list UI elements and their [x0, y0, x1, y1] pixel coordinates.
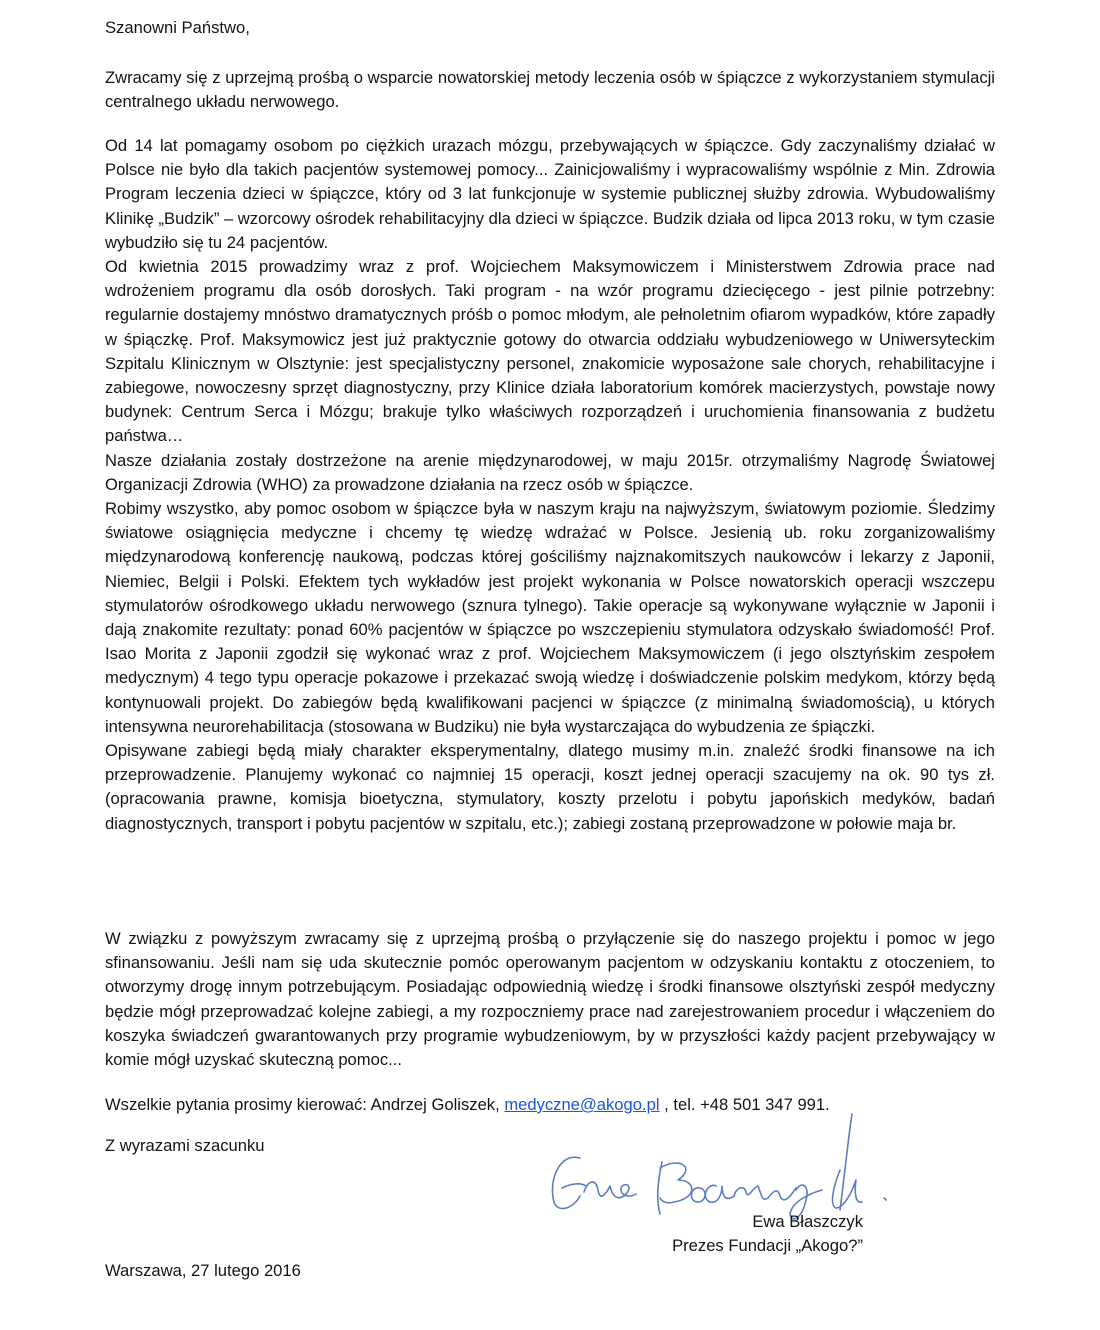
signer-role: Prezes Fundacji „Akogo?” [672, 1236, 863, 1255]
email-link[interactable]: medyczne@akogo.pl [504, 1095, 660, 1114]
body-paragraph: Od kwietnia 2015 prowadzimy wraz z prof. Wojciechem Maksymowiczem i Ministerstwem Zdrowia prace nad wdrożeniem programu dla osób dorosłych. Taki program - na wzór programu dziecięcego - jest pilnie potrzebny: regularnie dostajemy mnóstwo dramatycznych próśb o pomoc młodym, ale pełnoletnim ofiarom wypadków, które zapadły w śpiączkę. Prof. Maksymowicz jest już praktycznie gotowy do otwarcia oddziału wybudzeniowego w Uniwersyteckim Szpitalu Klinicznym w Olsztynie: jest specjalistyczny personel, znakomicie wyposażone sale chorych, rehabilitacyjne i zabiegowe, nowoczesny sprzęt diagnostyczny, przy Klinice działa laboratorium komórek macierzystych, powstaje nowy budynek: Centrum Serca i Mózgu; brakuje tylko właściwych rozporządzeń i uruchomienia finansowania z budżetu państwa… [105, 257, 995, 446]
intro-paragraph: Zwracamy się z uprzejmą prośbą o wsparcie nowatorskiej metody leczenia osób w śpiączce z wykorzystaniem stymulacji centralnego układu nerwowego. [105, 68, 995, 112]
contact-suffix: , tel. +48 501 347 991. [659, 1095, 830, 1114]
date-line: Warszawa, 27 lutego 2016 [105, 1261, 301, 1280]
body-paragraph: Opisywane zabiegi będą miały charakter eksperymentalny, dlatego musimy m.in. znaleźć środki finansowe na ich przeprowadzenie. Planujemy wykonać co najmniej 15 operacji, koszt jednej operacji szacujemy na ok. 90 tys zł. (opracowania prawne, komisja bioetyczna, stymulatory, koszty przelotu i pobytu japońskich medyków, badań diagnostycznych, transport i pobytu pacjentów w szpitalu, etc.); zabiegi zostaną przeprowadzone w połowie maja br. [105, 741, 995, 833]
greeting: Szanowni Państwo, [105, 18, 250, 37]
signer-name: Ewa Błaszczyk [752, 1212, 863, 1231]
request-paragraph: W związku z powyższym zwracamy się z uprzejmą prośbą o przyłączenie się do naszego projektu i pomoc w jego sfinansowaniu. Jeśli nam się uda skutecznie pomóc operowanym pacjentom w odzyskaniu kontaktu z otoczeniem, to otworzymy drogę innym potrzebującym. Posiadając odpowiednią wiedzę i środki finansowe olsztyński zespół medyczny będzie mógł przeprowadzać kolejne zabiegi, a my rozpoczniemy prace nad zarejestrowaniem procedur i włączeniem do koszyka świadczeń gwarantowanych przy programie wybudzeniowym, by w przyszłości każdy pacjent przebywający w komie mógł uzyskać skuteczną pomoc... [105, 929, 995, 1070]
body-paragraph: Od 14 lat pomagamy osobom po ciężkich urazach mózgu, przebywających w śpiączce. Gdy zaczynaliśmy działać w Polsce nie było dla takich pacjentów systemowej pomocy... Zainicjowaliśmy i wypracowaliśmy wspólnie z Min. Zdrowia Program leczenia dzieci w śpiączce, który od 3 lat funkcjonuje w systemie publicznej służby zdrowia. Wybudowaliśmy Klinikę „Budzik” – wzorcowy ośrodek rehabilitacyjny dla dzieci w śpiączce. Budzik działa od lipca 2013 roku, w tym czasie wybudziło się tu 24 pacjentów. [105, 136, 995, 252]
body-paragraph: Robimy wszystko, aby pomoc osobom w śpiączce była w naszym kraju na najwyższym, światowym poziomie. Śledzimy światowe osiągnięcia medyczne i chcemy tę wiedzę wdrażać w Polsce. Jesienią ub. roku zorganizowaliśmy międzynarodową konferencję naukową, podczas której gościliśmy najznakomitszych naukowców i lekarzy z Japonii, Niemiec, Belgii i Polski. Efektem tych wykładów jest projekt wykonania w Polsce nowatorskich operacji wszczepu stymulatorów ośrodkowego układu nerwowego (sznura tylnego). Takie operacje są wykonywane wyłącznie w Japonii i dają znakomite rezultaty: ponad 60% pacjentów w śpiączce po wszczepieniu stymulatora odzyskało świadomość! Prof. Isao Morita z Japonii zgodził się wykonać wraz z prof. Wojciechem Maksymowiczem (i jego olsztyńskim zespołem medycznym) 4 tego typu operacje pokazowe i przekazać swoją wiedzę i doświadczenie polskim medykom, którzy będą kontynuowali projekt. Do zabiegów będą kwalifikowani pacjenci w śpiączce (z minimalną świadomością), u których intensywna neurorehabilitacja (stosowana w Budziku) nie była wystarczająca do wybudzenia ze śpiączki. [105, 499, 995, 736]
body-paragraph: Nasze działania zostały dostrzeżone na arenie międzynarodowej, w maju 2015r. otrzymaliśmy Nagrodę Światowej Organizacji Zdrowia (WHO) za prowadzone działania na rzecz osób w śpiączce. [105, 450, 995, 494]
contact-prefix: Wszelkie pytania prosimy kierować: Andrzej Goliszek, [105, 1095, 505, 1114]
closing-line: Z wyrazami szacunku [105, 1136, 265, 1155]
letter-body [105, 134, 995, 836]
